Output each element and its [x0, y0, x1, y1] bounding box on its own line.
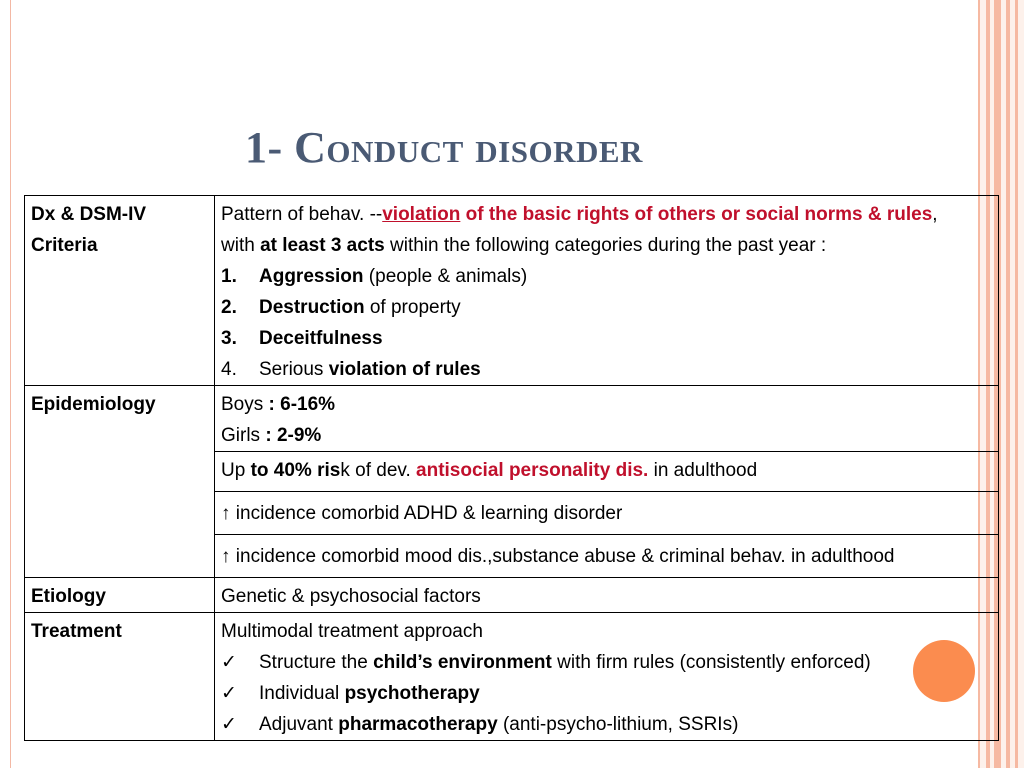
- text-run: (people & animals): [363, 266, 528, 287]
- text-run: Structure the: [259, 652, 374, 673]
- list-number: 3.: [221, 328, 237, 349]
- text-run-bold: violation of rules: [328, 359, 481, 380]
- row-header-text: Criteria: [31, 235, 98, 256]
- text-run-violation: violation: [382, 204, 461, 225]
- check-list-item: [221, 678, 992, 709]
- text-run: (anti-psycho-lithium, SSRIs): [497, 714, 739, 735]
- text-run-bold: : 6-16%: [263, 394, 336, 415]
- slide-title: 1- Conduct disorder: [245, 123, 643, 172]
- decor-stripe: [1006, 0, 1010, 768]
- row-header-epidemiology: Epidemiology: [25, 386, 215, 578]
- list-item: [221, 354, 992, 385]
- cell-treatment: [215, 613, 999, 741]
- row-header-dx: [25, 196, 215, 386]
- text-run-bold: Deceitfulness: [259, 328, 383, 349]
- table-row-treatment: [25, 613, 999, 741]
- text-run: with: [221, 235, 261, 256]
- text-run: in adulthood: [648, 460, 758, 481]
- check-list-item: [221, 709, 992, 740]
- text-run: with firm rules (consistently enforced): [551, 652, 871, 673]
- list-number: 4.: [221, 359, 237, 380]
- girls-line: [221, 420, 992, 451]
- cell-etiology: Genetic & psychosocial factors: [215, 578, 999, 613]
- conduct-disorder-table: [24, 195, 999, 741]
- text-run: Individual: [259, 683, 345, 704]
- cell-comorbid-2: ↑ incidence comorbid mood dis.,substance abuse & criminal behav. in adulthood: [215, 535, 999, 578]
- list-item: [221, 292, 992, 323]
- text-run-bold: psychotherapy: [344, 683, 480, 704]
- list-item: [221, 261, 992, 292]
- text-run: Serious: [259, 359, 329, 380]
- dx-with-line: [221, 230, 992, 261]
- text-run-bold: : 2-9%: [260, 425, 322, 446]
- text-run: Pattern of behav. --: [221, 204, 383, 225]
- text-run: of property: [364, 297, 461, 318]
- text-run: Girls: [221, 425, 261, 446]
- cell-prevalence: [215, 386, 999, 452]
- text-run-bold: to 40% ris: [250, 460, 341, 481]
- text-run-highlight: antisocial personality dis.: [416, 460, 649, 481]
- row-header-treatment: Treatment: [25, 613, 215, 741]
- text-run: Boys: [221, 394, 264, 415]
- text-run: within the following categories during the past year :: [384, 235, 827, 256]
- text-run-bold: Destruction: [259, 297, 365, 318]
- text-run-bold: Aggression: [259, 266, 364, 287]
- table-row-epidemiology: [25, 386, 999, 452]
- check-icon: ✓: [221, 683, 237, 704]
- check-list-item: [221, 647, 992, 678]
- list-item: [221, 323, 992, 354]
- check-icon: ✓: [221, 652, 237, 673]
- slide-left-border: [10, 0, 11, 768]
- decor-stripe: [1015, 0, 1018, 768]
- cell-comorbid-1: ↑ incidence comorbid ADHD & learning disorder: [215, 492, 999, 535]
- text-run: k of dev.: [340, 460, 417, 481]
- cell-dx-criteria: [215, 196, 999, 386]
- treatment-intro: Multimodal treatment approach: [221, 621, 483, 642]
- list-number: 2.: [221, 297, 237, 318]
- decorative-orange-circle: [913, 640, 975, 702]
- dx-intro-line: [221, 199, 992, 230]
- cell-risk: [215, 452, 999, 492]
- row-header-text: Dx & DSM-IV: [31, 204, 147, 225]
- text-run: ,: [932, 204, 938, 225]
- text-run: Up: [221, 460, 251, 481]
- row-header-etiology: Etiology: [25, 578, 215, 613]
- text-run-bold: child’s environment: [373, 652, 552, 673]
- check-icon: ✓: [221, 714, 237, 735]
- boys-line: [221, 389, 992, 420]
- text-run-bold: pharmacotherapy: [338, 714, 498, 735]
- text-run: Adjuvant: [259, 714, 339, 735]
- table-row-etiology: [25, 578, 999, 613]
- text-run-highlight: of the basic rights of others or social norms & rules: [460, 204, 933, 225]
- list-number: 1.: [221, 266, 237, 287]
- text-run-bold: at least 3 acts: [260, 235, 385, 256]
- table-row-dx: [25, 196, 999, 386]
